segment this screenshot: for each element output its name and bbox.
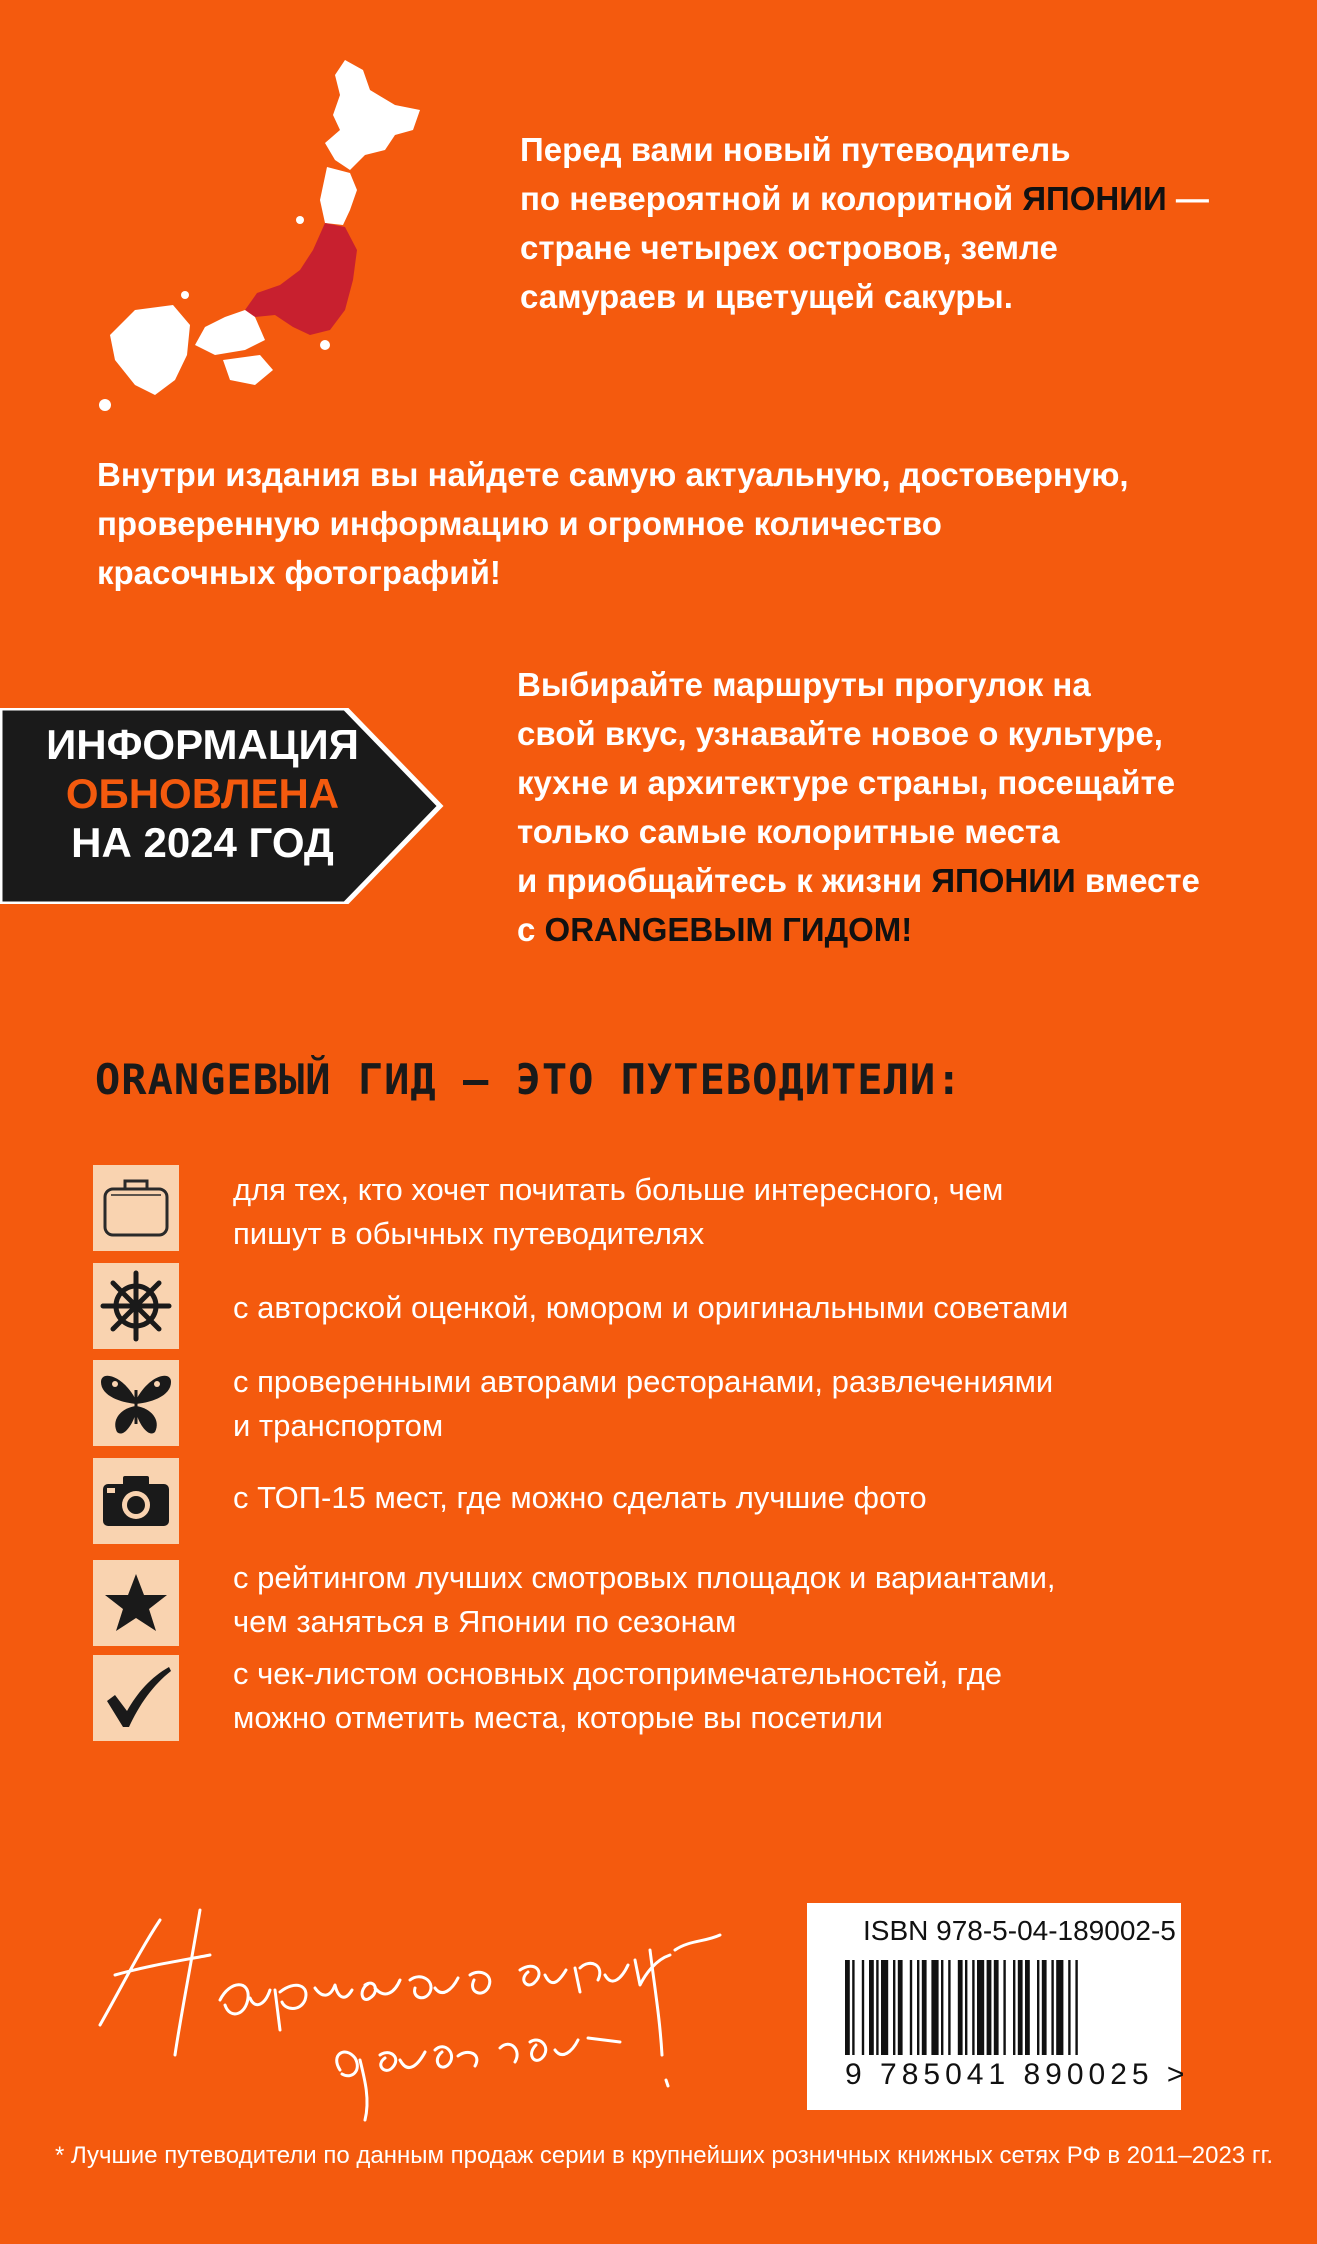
star-icon	[93, 1560, 179, 1646]
badge-line: ИНФОРМАЦИЯ	[46, 721, 359, 768]
feature-text: с проверенными авторами ресторанами, развлечениями и транспортом	[233, 1364, 1054, 1443]
barcode-bar	[994, 1960, 999, 2055]
barcode-bar	[987, 1960, 992, 2055]
barcode-bar	[852, 1960, 854, 2055]
barcode-bar	[977, 1960, 984, 2055]
badge-text	[0, 720, 405, 867]
barcode-bar	[941, 1960, 943, 2055]
camera-icon	[93, 1458, 179, 1544]
barcode-bar	[1068, 1960, 1070, 2055]
inside-line: проверенную информацию и огромное количество	[97, 505, 942, 542]
barcode-bar	[972, 1960, 974, 2055]
barcode-bar	[881, 1960, 888, 2055]
feature-text: с ТОП-15 мест, где можно сделать лучшие фото	[233, 1480, 927, 1515]
barcode-bar	[893, 1960, 895, 2055]
barcode-bar	[898, 1960, 903, 2055]
inside-paragraph	[97, 450, 1129, 597]
isbn-digits: 9 785041 890025 >	[845, 2058, 1190, 2091]
barcode-bar	[1056, 1960, 1063, 2055]
intro-paragraph	[520, 125, 1209, 321]
inside-line: красочных фотографий!	[97, 554, 501, 591]
intro-line: Перед вами новый путеводитель	[520, 131, 1071, 168]
barcode-bar	[931, 1960, 938, 2055]
intro-line: по невероятной и колоритной ЯПОНИИ —	[520, 180, 1209, 217]
barcode-bar	[922, 1960, 927, 2055]
barcode-bar	[1042, 1960, 1047, 2055]
suitcase-icon	[93, 1165, 179, 1251]
feature-text: с рейтингом лучших смотровых площадок и вариантами, чем заняться в Японии по сезонам	[233, 1560, 1056, 1639]
barcode-bar	[1037, 1960, 1039, 2055]
barcode-bar	[862, 1960, 864, 2055]
list-title: ORANGEВЫЙ ГИД – ЭТО ПУТЕВОДИТЕЛИ:	[95, 1055, 963, 1104]
barcode-bar	[1051, 1960, 1053, 2055]
feature-text: для тех, кто хочет почитать больше интересного, чем пишут в обычных путеводителях	[233, 1172, 1004, 1251]
badge-line-accent: ОБНОВЛЕНА	[65, 770, 340, 817]
routes-line: Выбирайте маршруты прогулок на	[517, 666, 1091, 703]
intro-line: самураев и цветущей сакуры.	[520, 278, 1013, 315]
butterfly-icon	[93, 1360, 179, 1446]
routes-paragraph	[517, 660, 1200, 954]
handwritten-signature	[90, 1880, 750, 2140]
intro-line: стране четырех островов, земле	[520, 229, 1058, 266]
barcode-bar	[1003, 1960, 1005, 2055]
routes-line: свой вкус, узнавайте новое о культуре,	[517, 715, 1163, 752]
barcode-bar	[1075, 1960, 1077, 2055]
inside-line: Внутри издания вы найдете самую актуальную, достоверную,	[97, 456, 1129, 493]
routes-line: кухне и архитектуре страны, посещайте	[517, 764, 1176, 801]
routes-line: и приобщайтесь к жизни ЯПОНИИ вместе	[517, 862, 1200, 899]
barcode-bar	[1013, 1960, 1015, 2055]
barcode-bar	[869, 1960, 874, 2055]
barcode-bar	[876, 1960, 878, 2055]
routes-line: с ORANGEВЫМ ГИДОМ!	[517, 911, 913, 948]
routes-line: только самые колоритные места	[517, 813, 1060, 850]
barcode	[845, 1960, 1145, 2055]
badge-line: НА 2024 ГОД	[71, 819, 334, 866]
feature-text: с авторской оценкой, юмором и оригинальными советами	[233, 1290, 1069, 1325]
japan-highlight: ЯПОНИИ	[931, 862, 1076, 899]
barcode-bar	[1025, 1960, 1030, 2055]
barcode-bar	[948, 1960, 950, 2055]
barcode-bar	[958, 1960, 963, 2055]
orange-guide-highlight: ORANGEВЫМ ГИДОМ!	[544, 911, 913, 948]
japan-highlight: ЯПОНИИ	[1022, 180, 1167, 217]
barcode-bar	[1018, 1960, 1023, 2055]
barcode-bar	[917, 1960, 919, 2055]
barcode-bar	[845, 1960, 850, 2055]
barcode-bar	[965, 1960, 967, 2055]
barcode-bar	[910, 1960, 912, 2055]
footnote: * Лучшие путеводители по данным продаж серии в крупнейших розничных книжных сетях РФ в 2011–2023 гг.	[55, 2142, 1274, 2169]
isbn-label: ISBN 978-5-04-189002-5	[863, 1915, 1176, 1946]
checkmark-icon	[93, 1655, 179, 1741]
feature-text: с чек-листом основных достопримечательностей, где можно отметить места, которые вы посетили	[233, 1656, 1002, 1735]
ship-wheel-icon	[93, 1263, 179, 1349]
japan-map-illustration	[95, 55, 425, 415]
